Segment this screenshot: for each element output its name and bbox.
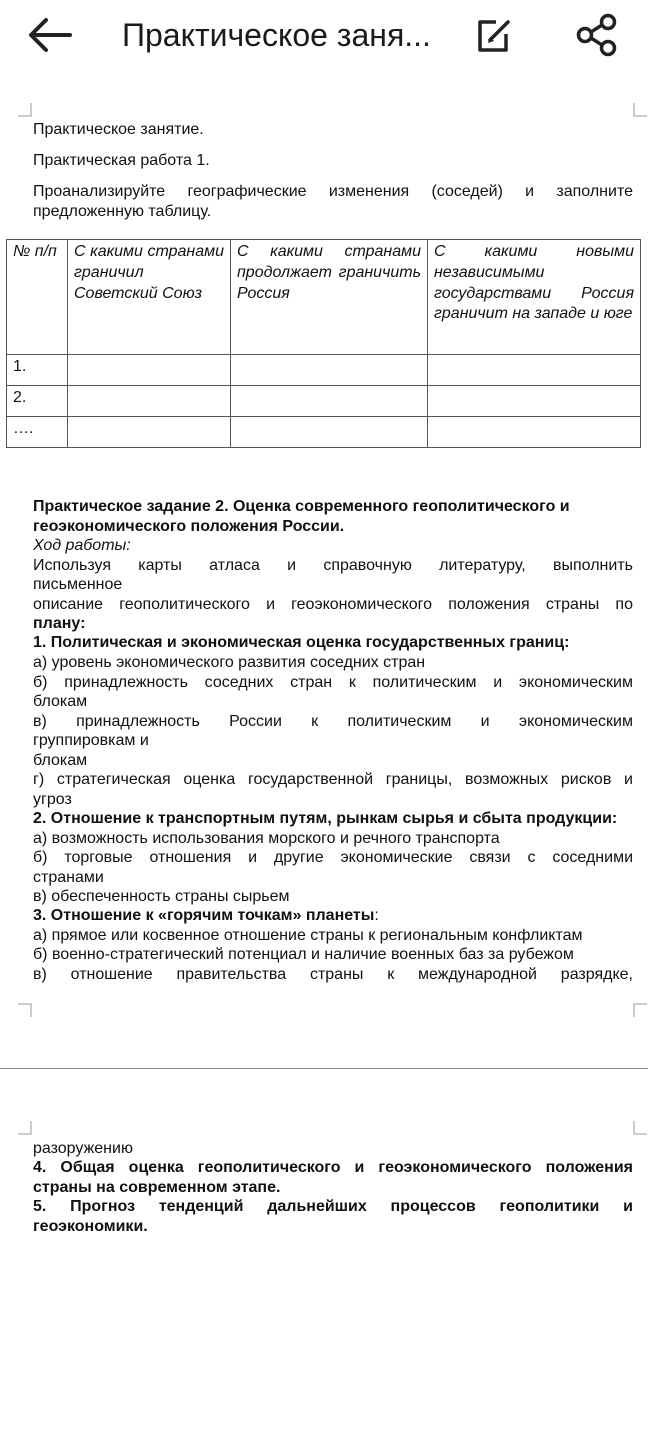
share-icon — [574, 12, 620, 58]
task2-title: Практическое задание 2. Оценка современного геополитического и — [33, 498, 570, 515]
task2-title-cont: геоэкономического положения России. — [33, 518, 345, 535]
table-row — [7, 355, 641, 386]
task2-intro-cont: письменное — [33, 576, 123, 593]
list-item: в) обеспеченность страны сырьем — [33, 888, 290, 905]
list-item: а) возможность использования морского и речного транспорта — [33, 830, 500, 847]
share-button[interactable] — [574, 12, 620, 58]
page-corner-mark — [18, 1121, 32, 1135]
section5-title-cont: геоэкономики. — [33, 1218, 148, 1235]
task2-intro-cont: описание геополитического и геоэкономического положения страны по — [33, 596, 633, 613]
task2-plan-label: плану: — [33, 615, 86, 632]
paragraph-heading: Практическое занятие. — [33, 121, 204, 138]
section3-title-colon: : — [374, 907, 379, 924]
table-cell-number: …. — [7, 417, 68, 448]
table-cell — [68, 355, 231, 386]
document-title: Практическое заня... — [122, 17, 431, 53]
section3-title-text: 3. Отношение к «горячим точкам» планеты — [33, 907, 375, 924]
edit-button[interactable] — [472, 14, 514, 56]
section2-title: 2. Отношение к транспортным путям, рынкам сырья и сбыта продукции: — [33, 810, 618, 827]
table-header-cell: С какими странами граничил Советский Союз — [68, 240, 231, 355]
list-item-cont: разоружению — [33, 1140, 133, 1157]
page-separator — [0, 1068, 648, 1069]
task2-intro: Используя карты атласа и справочную литературу, выполнить — [33, 557, 633, 574]
page-corner-mark — [633, 1121, 647, 1135]
table-cell — [68, 386, 231, 417]
list-item-cont: блокам — [33, 752, 88, 769]
back-button[interactable] — [24, 14, 74, 56]
page-corner-mark — [18, 103, 32, 117]
neighbors-table — [6, 239, 641, 448]
list-item: а) уровень экономического развития соседних стран — [33, 654, 426, 671]
list-item: а) прямое или косвенное отношение страны к региональным конфликтам — [33, 927, 583, 944]
table-row — [7, 417, 641, 448]
table-cell — [231, 417, 428, 448]
table-cell-number: 1. — [7, 355, 68, 386]
table-cell — [68, 417, 231, 448]
list-item-cont: странами — [33, 869, 104, 886]
section4-title: 4. Общая оценка геополитического и геоэкономического положения — [33, 1159, 633, 1176]
section3-title — [33, 906, 633, 926]
table-header-cell: С какими новыми независимыми государствами Россия граничит на западе и юге — [428, 240, 641, 355]
table-header-cell: С какими странами продолжает граничить Россия — [231, 240, 428, 355]
paragraph-work-title: Практическая работа 1. — [33, 152, 210, 169]
table-cell — [231, 386, 428, 417]
table-cell — [231, 355, 428, 386]
table-cell — [428, 386, 641, 417]
table-header-cell: № п/п — [7, 240, 68, 355]
table-cell-number: 2. — [7, 386, 68, 417]
list-item: б) торговые отношения и другие экономические связи с соседними — [33, 849, 633, 866]
section5-title: 5. Прогноз тенденций дальнейших процессов геополитики и — [33, 1198, 633, 1215]
page-corner-mark — [633, 103, 647, 117]
list-item: б) принадлежность соседних стран к политическим и экономическим — [33, 674, 633, 691]
edit-icon — [472, 14, 514, 56]
list-item: в) отношение правительства страны к международной разрядке, — [33, 966, 633, 983]
section1-title: 1. Политическая и экономическая оценка государственных границ: — [33, 634, 570, 651]
section4-title-cont: страны на современном этапе. — [33, 1179, 281, 1196]
arrow-left-icon — [24, 14, 74, 56]
list-item-cont: блокам — [33, 693, 88, 710]
list-item: б) военно-стратегический потенциал и наличие военных баз за рубежом — [33, 946, 574, 963]
table-header-row — [7, 240, 641, 355]
paragraph-instruction-cont: предложенную таблицу. — [33, 203, 212, 220]
list-item-cont: группировкам и — [33, 732, 149, 749]
task2-progress-label: Ход работы: — [33, 537, 131, 554]
table-cell — [428, 417, 641, 448]
list-item: в) принадлежность России к политическим и экономическим — [33, 713, 633, 730]
list-item-cont: угроз — [33, 791, 72, 808]
page-corner-mark — [18, 1003, 32, 1017]
table-row — [7, 386, 641, 417]
list-item: г) стратегическая оценка государственной границы, возможных рисков и — [33, 771, 633, 788]
table-cell — [428, 355, 641, 386]
app-bar — [0, 0, 648, 72]
paragraph-instruction: Проанализируйте географические изменения (соседей) и заполните — [33, 183, 633, 200]
page-corner-mark — [633, 1003, 647, 1017]
